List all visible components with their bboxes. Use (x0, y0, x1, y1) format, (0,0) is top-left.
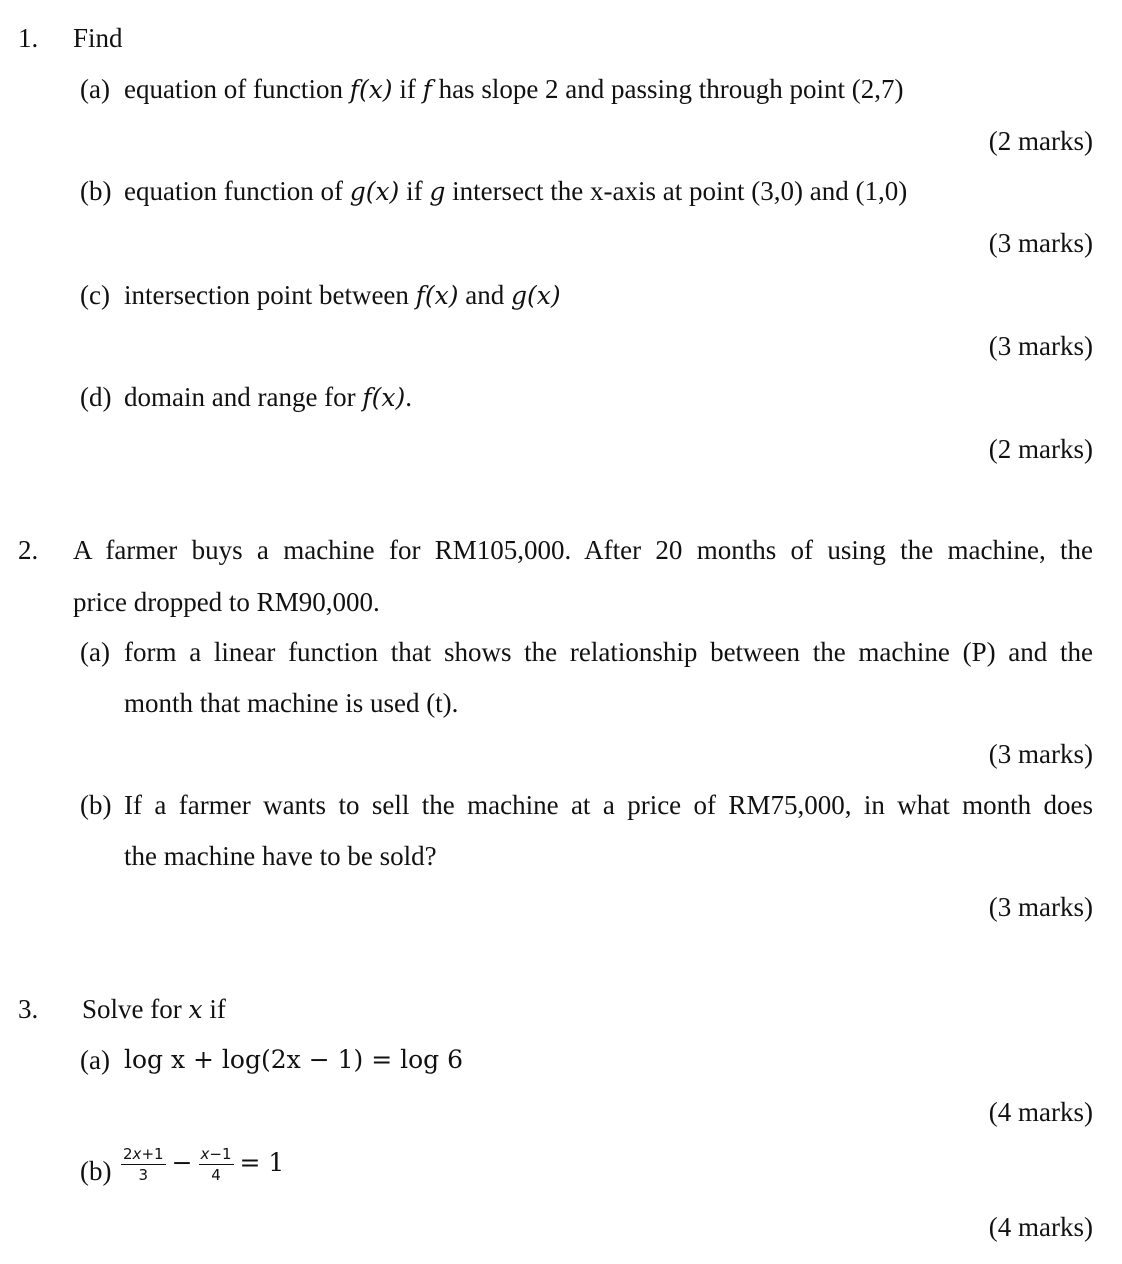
question-2-line-1: A farmer buys a machine for RM105,000. After 20 months of using the machine, the (73, 535, 1093, 565)
q3-heading-before: Solve for (82, 994, 189, 1024)
q1d-text (124, 384, 412, 411)
q3a-equation: log x + log(2x − 1) = log 6 (124, 1045, 463, 1074)
q3b-label: (b) (80, 1156, 112, 1186)
q1d-marks: (2 marks) (988, 434, 1093, 464)
q1a-text-before: equation of function (124, 74, 350, 104)
q1c-gx: g(x) (511, 281, 561, 310)
question-2-line-2: price dropped to RM90,000. (73, 587, 380, 617)
q1d-fx: f(x) (362, 383, 406, 412)
q1a-marks: (2 marks) (988, 126, 1093, 156)
q1a-text-mid: if (392, 74, 423, 104)
q1b-marks: (3 marks) (988, 228, 1093, 258)
q3b-fraction-1-denominator: 3 (121, 1164, 166, 1184)
q3-heading-var: x (188, 995, 203, 1024)
q3b-rhs: = 1 (239, 1148, 285, 1178)
question-3-number: 3. (18, 994, 39, 1024)
q2b-line-1: If a farmer wants to sell the machine at a price of RM75,000, in what month does (124, 790, 1093, 820)
q3b-fraction-1 (121, 1146, 166, 1185)
q3b-marks: (4 marks) (988, 1212, 1093, 1242)
q1b-text (124, 178, 907, 205)
q1a-text-after: has slope 2 and passing through point (2,7) (431, 74, 904, 104)
q1c-text-before: intersection point between (124, 280, 416, 310)
q1a-fx: f(x) (349, 75, 393, 104)
q1a-label: (a) (80, 74, 110, 104)
q3a-label: (a) (80, 1045, 110, 1075)
q1c-marks: (3 marks) (988, 331, 1093, 361)
q1c-fx: f(x) (415, 281, 459, 310)
q1b-gx: g(x) (349, 177, 400, 206)
q1c-label: (c) (80, 280, 110, 310)
q3b-fraction-1-numerator (121, 1146, 166, 1164)
q1b-text-after: intersect the x-axis at point (3,0) and (1,0) (445, 176, 908, 206)
q2a-marks: (3 marks) (988, 739, 1093, 769)
q3b-f2-num-const: −1 (209, 1145, 232, 1163)
q2b-label: (b) (80, 790, 112, 820)
question-3-heading (82, 996, 226, 1023)
q2b-line-2: the machine have to be sold? (124, 841, 437, 871)
q1b-text-before: equation function of (124, 176, 350, 206)
q3b-f1-num-const: +1 (141, 1145, 164, 1163)
q3b-fraction-2-numerator (199, 1146, 234, 1164)
q3b-f1-num-coef: 2 (123, 1145, 133, 1163)
q2a-label: (a) (80, 637, 110, 667)
q1d-text-after: . (405, 382, 413, 412)
q1c-text (124, 282, 561, 309)
q2a-line-1: form a linear function that shows the relationship between the machine (P) and the (124, 637, 1093, 667)
q3b-fraction-2-denominator: 4 (199, 1164, 234, 1184)
q3b-equation (118, 1146, 287, 1185)
q1b-text-mid: if (399, 176, 430, 206)
q3-heading-after: if (202, 994, 226, 1024)
q1b-label: (b) (80, 176, 112, 206)
q3a-marks: (4 marks) (988, 1097, 1093, 1127)
question-1-heading: Find (73, 23, 123, 53)
q3b-fraction-2 (199, 1146, 234, 1185)
q1a-f: f (422, 75, 432, 104)
q2a-line-2: month that machine is used (t). (124, 688, 459, 718)
q3b-f1-num-var: x (132, 1145, 142, 1163)
question-1-number: 1. (18, 23, 39, 53)
q2b-marks: (3 marks) (988, 892, 1093, 922)
q3b-f2-num-var: x (200, 1145, 210, 1163)
q1a-text (124, 76, 904, 103)
question-2-number: 2. (18, 535, 39, 565)
q1d-label: (d) (80, 382, 112, 412)
q1b-g: g (429, 177, 446, 206)
q3b-minus: − (171, 1148, 193, 1178)
q1d-text-before: domain and range for (124, 382, 363, 412)
q1c-text-mid: and (458, 280, 512, 310)
